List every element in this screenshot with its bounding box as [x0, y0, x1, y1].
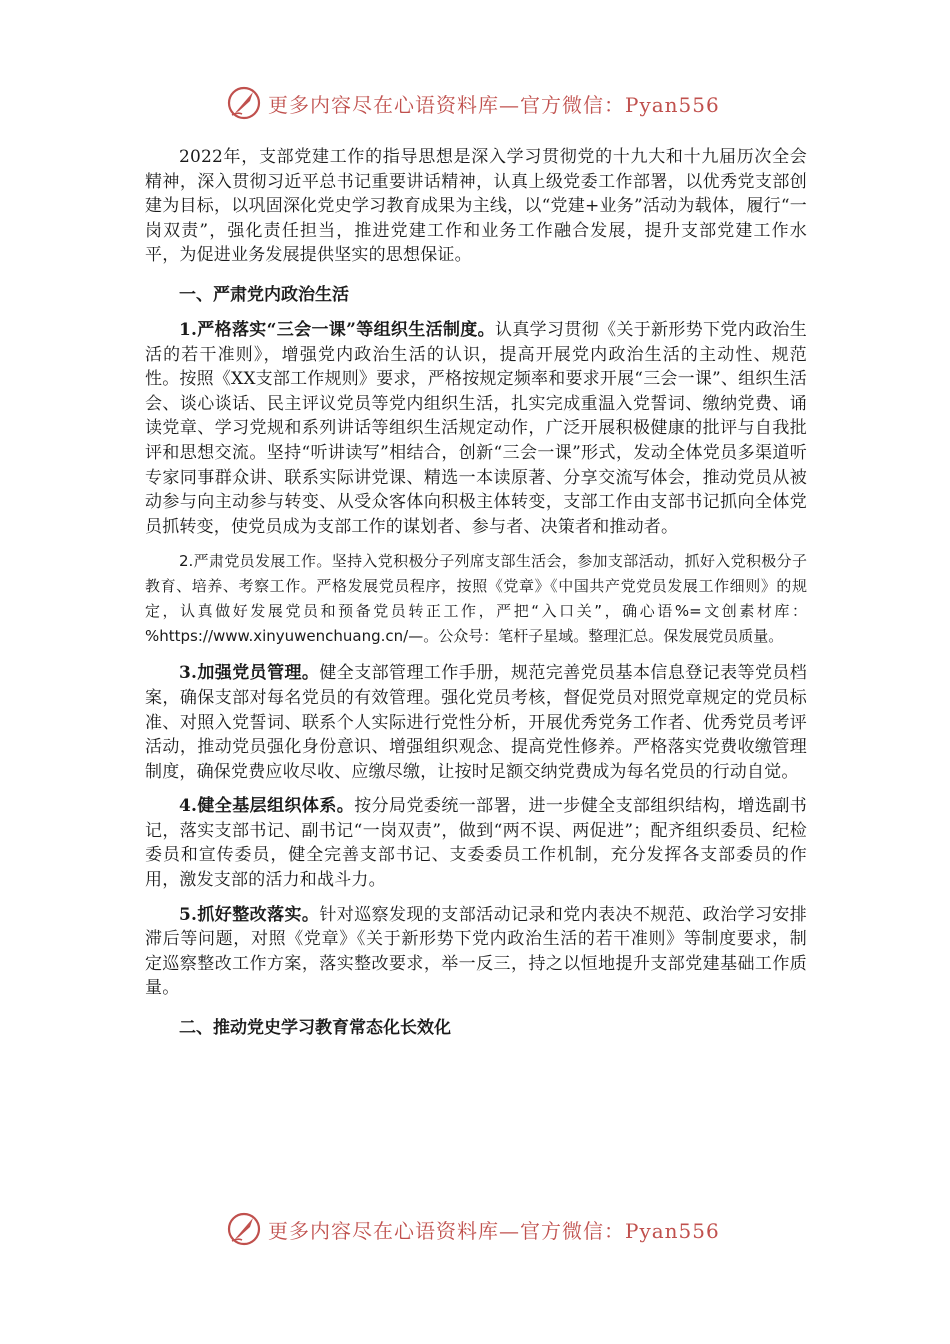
watermark-text: 更多内容尽在心语资料库—官方微信：Pyan556 [268, 92, 720, 117]
item-lead: 4.健全基层组织体系。 [179, 796, 355, 817]
watermark-text: 更多内容尽在心语资料库—官方微信：Pyan556 [268, 1218, 720, 1243]
item-body: 针对巡察发现的支部活动记录和党内表决不规范、政治学习安排滞后等问题，对照《党章》《关于新形势下党内政治生活的若干准则》等制度要求，制定巡察整改工作方案，落实整改要求，举一反三，持之以恒地提升支部党建基础工作质量。 [145, 904, 807, 999]
item-lead: 2.严肃党员发展工作。 [179, 552, 332, 571]
section-heading-2: 二、推动党史学习教育常态化长效化 [179, 1018, 451, 1039]
watermark-banner-top [226, 83, 746, 123]
item-body: 坚持入党积极分子列席支部生活会，参加支部活动，抓好入党积极分子教育、培养、考察工作。严格发展党员程序，按照《党章》《中国共产党党员发展工作细则》的规定，认真做好发展党员和预备党员转正工作，严把“入口关”，确心语%=文创素材库：%https://www.xinyuwenchuang.cn/—。公众号：笔杆子星域。整理汇总。保发展党员质量。 [145, 552, 807, 646]
item-lead: 1.严格落实“三会一课”等组织生活制度。 [179, 319, 495, 340]
item-body: 按分局党委统一部署，进一步健全支部组织结构，增选副书记，落实支部书记、副书记“一岗双责”，做到“两不误、两促进”；配齐组织委员、纪检委员和宣传委员，健全完善支部书记、支委委员工作机制，充分发挥各支部委员的作用，激发支部的活力和战斗力。 [145, 796, 808, 891]
section1-item-3 [145, 661, 807, 784]
section1-item-5 [145, 903, 807, 1001]
item-body: 健全支部管理工作手册，规范完善党员基本信息登记表等党员档案，确保支部对每名党员的有效管理。强化党员考核，督促党员对照党章规定的党员标准、对照入党誓词、联系个人实际进行党性分析，开展优秀党务工作者、优秀党员考评活动，推动党员强化身份意识、增强组织观念、提高党性修养。严格落实党费收缴管理制度，确保党费应收尽收、应缴尽缴，让按时足额交纳党费成为每名党员的行动自觉。 [145, 663, 807, 782]
section1-item-1 [145, 318, 807, 539]
item-lead: 5.抓好整改落实。 [179, 904, 320, 925]
quill-pen-circle-icon [226, 85, 262, 121]
section-heading-1: 一、严肃党内政治生活 [179, 284, 349, 305]
quill-pen-circle-icon [226, 1211, 262, 1247]
item-lead: 3.加强党员管理。 [179, 663, 320, 684]
section1-item-2 [145, 549, 807, 649]
document-body [145, 145, 807, 1051]
section1-item-4 [145, 794, 807, 892]
watermark-banner-bottom [226, 1209, 746, 1249]
intro-paragraph: 2022年，支部党建工作的指导思想是深入学习贯彻党的十九大和十九届历次全会精神，深入贯彻习近平总书记重要讲话精神，认真上级党委工作部署，以优秀党支部创建为目标，以巩固深化党史学习教育成果为主线，以“党建+业务”活动为载体，履行“一岗双责”，强化责任担当，推进党建工作和业务工作融合发展，提升支部党建工作水平，为促进业务发展提供坚实的思想保证。 [145, 147, 807, 266]
item-body: 认真学习贯彻《关于新形势下党内政治生活的若干准则》，增强党内政治生活的认识，提高开展党内政治生活的主动性、规范性。按照《XX支部工作规则》要求，严格按规定频率和要求开展“三会一课”、组织生活会、谈心谈话、民主评议党员等党内组织生活，扎实完成重温入党誓词、缴纳党费、诵读党章、学习党规和系列讲话等组织生活规定动作，广泛开展积极健康的批评与自我批评和思想交流。坚持“听讲读写”相结合，创新“三会一课”形式，发动全体党员多渠道听专家同事群众讲、联系实际讲党课、精选一本读原著、分享交流写体会，推动党员从被动参与向主动参与转变、从受众客体向积极主体转变，支部工作由支部书记抓向全体党员抓转变，使党员成为支部工作的谋划者、参与者、决策者和推动者。 [145, 319, 807, 537]
